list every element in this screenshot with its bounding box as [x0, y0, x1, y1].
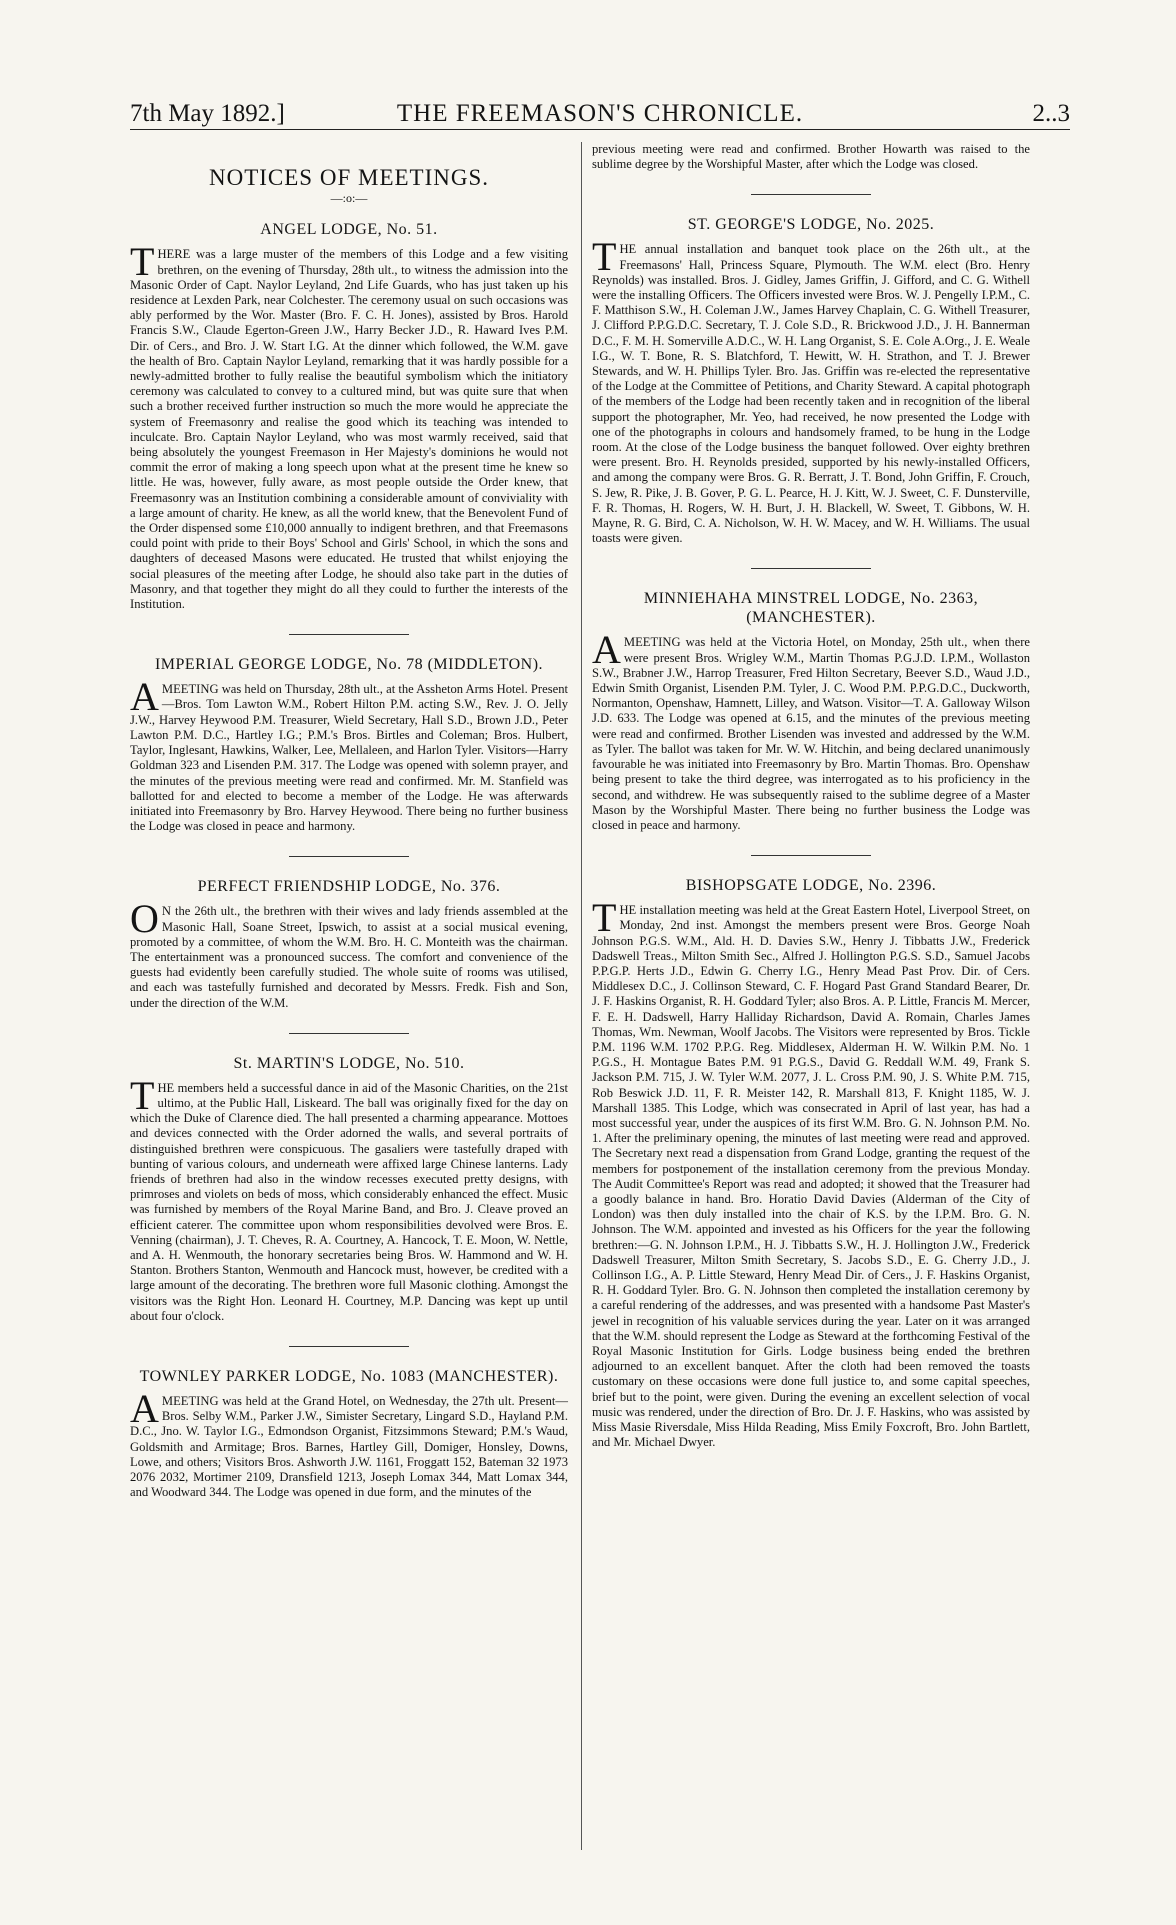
article-body-bishopsgate-lodge: THE installation meeting was held at the Great Eastern Hotel, Liverpool Street, on Monday, 2nd inst. Amongst the members present were Bros. George Noah Johnson P.G.S. W.M., Ald. H. D. Davies S.W., Henry J. Tibbatts J.W., Frederick Dadswell Treas., Milton Smith Sec., Alfred J. Hollington P.G.S. S.D., Samuel Jacobs P.P.G.P. Herts J.D., Edwin G. Cherry I.G., Henry Mead Past Prov. Dir. of Cers. Middlesex D.C., J. Collinson Steward, C. F. Hogard Past Grand Standard Bearer, Dr. J. F. Haskins Organist, R. H. Goddard Tyler; also Bros. A. P. Little, Francis M. Mercer, F. E. H. Dadswell, Harry Halliday Richardson, David A. Romain, Charles James Thomas, Wm. Newman, Woolf Jacobs. The Visitors were represented by Bros. Tickle P.M. 1196 W.M. 1702 P.P.G. Reg. Middlesex, Alderman H. W. Wilkin P.M. No. 1 P.G.S., H. Montague Bates P.M. 91 P.G.S., David G. Reddall W.M. 49, Frank S. Jackson P.M. 715, J. W. Tyler W.M. 2077, J. L. Cross P.M. 90, J. S. White P.M. 715, Rob Beswick J.D. 11, F. R. Meister 142, R. Marshall 813, F. Knight 1185, W. J. Marshall 1385. This Lodge, which was consecrated in April of last year, has had a most successful year, under the auspices of its first W.M. Bro. G. N. Johnson P.M. No. 1. After the preliminary opening, the minutes of last meeting were read and approved. The Secretary next read a dispensation from Grand Lodge, granting the request of the members for postponement of the installation ceremony from the previous Monday. The Audit Committee's Report was read and adopted; it showed that the Treasurer had a goodly balance in hand. Bro. Horatio David Davies (Alderman of the City of London) was then duly installed into the chair of K.S. by the I.P.M. Bro. G. N. Johnson. The W.M. appointed and invested as his Officers for the year the following brethren:—G. N. Johnson I.P.M., H. J. Tibbatts S.W., H. J. Hollington J.W., Frederick Dadswell Treasurer, Milton Smith Secretary, S. Jacobs S.D., E. G. Cherry J.D., J. Collinson I.G., A. P. Little Steward, Henry Mead Dir. of Cers., J. F. Haskins Organist, R. H. Goddard Tyler. Bro. G. N. Johnson then completed the installation ceremony by a careful rendering of the addresses, and was presented with a handsome Past Master's jewel in recognition of his valuable services during the year. Later on it was arranged that the W.M. should represent the Lodge as Steward at the forthcoming Festival of the Royal Masonic Institution for Girls. Lodge business being ended the brethren adjourned to an excellent banquet. After the cloth had been removed the toasts customary on these occasions were done full justice to, and some capital speeches, brief but to the point, were given. During the evening an excellent selection of vocal music was rendered, under the direction of Bro. Dr. J. F. Haskins, who was assisted by Miss Masie Riversdale, Miss Hilda Reading, Miss Emily Foxcroft, Bro. John Bartlett, and Mr. Michael Dwyer.: [592, 895, 1030, 1450]
article-title-townley-parker-lodge: TOWNLEY PARKER LODGE, No. 1083 (MANCHESTER).: [139, 1367, 559, 1385]
article-rule: [751, 194, 871, 195]
left-column: [130, 142, 568, 1500]
article-body-imperial-george-lodge: AMEETING was held on Thursday, 28th ult., at the Assheton Arms Hotel. Present—Bros. Tom Lawton W.M., Robert Hilton P.M. acting S.W., Rev. J. O. Jelly J.W., Harvey Heywood P.M. Treasurer, Wield Secretary, Hall S.D., Brown J.D., Peter Lawton P.M. D.C., Hartley I.G.; P.M.'s Bros. Birtles and Coleman; Bros. Hulbert, Taylor, Inglesant, Hawkins, Walker, Lee, Mellaleen, and Harlon Tyler. Visitors—Harry Goldman 323 and Lisenden P.M. 317. The Lodge was opened with solemn prayer, and the minutes of the previous meeting were read and confirmed. Mr. M. Stanfield was ballotted for and elected to become a member of the Lodge. He was afterwards initiated into Freemasonry by Bro. Harvey Heywood. There being no further business the Lodge was closed in peace and harmony.: [130, 674, 568, 834]
article-body-townley-parker-lodge: AMEETING was held at the Grand Hotel, on Wednesday, the 27th ult. Present—Bros. Selby W.M., Parker J.W., Simister Secretary, Lingard S.D., Hayland P.M. D.C., Jno. W. Taylor I.G., Edmondson Organist, Fitzsimmons Steward; P.M.'s Waud, Goldsmith and Armitage; Bros. Barnes, Hartley Gill, Domiger, Honsley, Downs, Lowe, and others; Visitors Bros. Ashworth J.W. 1161, Froggatt 152, Bateman 32 1973 2076 2032, Mortimer 2109, Dransfield 1213, Joseph Lomax 344, Matt Lomax 344, and Woodward 344. The Lodge was opened in due form, and the minutes of the: [130, 1385, 568, 1500]
article-rule: [289, 1346, 409, 1347]
article-rule: [289, 856, 409, 857]
article-rule: [289, 1033, 409, 1034]
page-number: 2..3: [1032, 100, 1070, 127]
heading-ornament: —:o:—: [330, 191, 368, 206]
article-rule: [751, 855, 871, 856]
article-title-minniehaha-lodge: MINNIEHAHA MINSTREL LODGE, No. 2363, (MANCHESTER).: [643, 590, 979, 627]
article-body-minniehaha-lodge: AMEETING was held at the Victoria Hotel, on Monday, 25th ult., when there were present Bros. Wrigley W.M., Martin Thomas P.G.J.D. I.P.M., Wollaston S.W., Brabner J.W., Harrop Treasurer, Fred Hilton Secretary, Beever S.D., Waud J.D., Edwin Smith Organist, Lisenden P.M. Tyler, J. C. Wood P.M. P.P.G.D.C., Duckworth, Normanton, Openshaw, Hamnett, Lilley, and Watson. Visitor—T. A. Galloway Wilson J.D. 633. The Lodge was opened at 6.15, and the minutes of the previous meeting were read and confirmed. Brother Lisenden was invested and addressed by the W.M. as Tyler. The ballot was taken for Mr. W. W. Hitchin, and being declared unanimously favourable he was initiated into Freemasonry by Bro. Martin Thomas. Bro. Openshaw being present to take the third degree, was interrogated as to his proficiency in the second, and withdrew. He was subsequently raised to the sublime degree of a Master Mason by the Worshipful Master. There being no further business the Lodge was closed in peace and harmony.: [592, 627, 1030, 832]
article-rule: [289, 634, 409, 635]
article-title-angel-lodge: ANGEL LODGE, No. 51.: [260, 221, 438, 239]
article-title-bishopsgate-lodge: BISHOPSGATE LODGE, No. 2396.: [685, 877, 937, 895]
article-body-angel-lodge: THERE was a large muster of the members of this Lodge and a few visiting brethren, on the evening of Thursday, 28th ult., to witness the admission into the Masonic Order of Capt. Naylor Leyland, 2nd Life Guards, who has just taken up his residence at Lexden Park, near Colchester. The ceremony usual on such occasions was ably performed by the Wor. Master (Bro. F. C. H. Jones), assisted by Bros. Harold Francis S.W., Claude Egerton-Green J.W., Harry Becker J.D., R. Haward Ives P.M. Dir. of Cers., and Bro. J. W. Start I.G. At the dinner which followed, the W.M. gave the health of Bro. Captain Naylor Leyland, remarking that it was hardly possible for a newly-admitted brother to fully realise the beautiful symbolism which the initiatory ceremony was calculated to convey to a cultured mind, but was quite sure that when such a brother received further instruction so much the more would he appreciate the system of Freemasonry and realise the good which its teaching was intended to inculcate. Bro. Captain Naylor Leyland, who was most warmly received, said that being absolutely the youngest Freemason in Her Majesty's dominions he would not commit the error of making a long speech upon what at the present time he knew so little. He was, however, fully aware, as most people outside the Order knew, that Freemasonry was an Institution combining a considerable amount of conviviality with a large amount of charity. He knew, as all the world knew, that the Benevolent Fund of the Order dispensed some £10,000 annually to indigent brethren, and that Freemasons could point with pride to their Boys' School and Girls' School, in which the sons and daughters of deceased Masons were educated. He trusted that whilst enjoying the social pleasures of the meeting after Lodge, he should also take part in the duties of Masonry, and that together they might do all they could to further the interests of the Institution.: [130, 239, 568, 612]
right-column: [592, 142, 1030, 1450]
section-heading: NOTICES OF MEETINGS.: [208, 165, 490, 190]
article-body-st-martins-lodge: THE members held a successful dance in aid of the Masonic Charities, on the 21st ultimo, at the Public Hall, Liskeard. The ball was originally fixed for the day on which the Duke of Clarence died. The hall presented a charming appearance. Mottoes and devices connected with the Order adorned the walls, and several portraits of distinguished brethren were conspicuous. The gasaliers were tastefully draped with bunting of various colours, and underneath were affixed large Chinese lanterns. Lady friends of brethren had also in the window recesses executed pretty designs, with primroses and violets on beds of moss, which considerably enhanced the effect. Music was furnished by members of the Royal Marine Band, and Bro. J. Cleave proved an efficient caterer. The committee upon whom responsibilities devolved were Bros. E. Venning (chairman), J. T. Cheves, R. A. Courtney, A. Hancock, T. E. Moon, W. Nettle, and A. H. Wenmouth, the honorary secretaries being Bros. W. Hammond and W. H. Stanton. Brothers Stanton, Wenmouth and Hancock must, however, be credited with a large amount of the decorating. The brethren wore full Masonic clothing. Amongst the visitors was the Right Hon. Leonard H. Courtney, M.P. Dancing was kept up until about four o'clock.: [130, 1072, 568, 1323]
article-title-imperial-george-lodge: IMPERIAL GEORGE LODGE, No. 78 (MIDDLETON).: [154, 656, 544, 674]
issue-date: 7th May 1892.]: [130, 100, 285, 127]
masthead-rule: [130, 129, 1070, 130]
publication-title: THE FREEMASON'S CHRONICLE.: [396, 100, 804, 127]
masthead: [130, 62, 1070, 132]
article-rule: [751, 568, 871, 569]
article-title-st-georges-lodge: ST. GEORGE'S LODGE, No. 2025.: [687, 216, 935, 234]
article-title-perfect-friendship-lodge: PERFECT FRIENDSHIP LODGE, No. 376.: [197, 878, 501, 896]
article-body-st-georges-lodge: THE annual installation and banquet took place on the 26th ult., at the Freemasons' Hall, Princess Square, Plymouth. The W.M. elect (Bro. Henry Reynolds) was installed. Bros. J. Gidley, James Griffin, J. Gifford, and C. G. Withell were the installing Officers. The Officers invested were Bros. W. J. Pengelly I.P.M., C. F. Matthison S.W., H. Coleman J.W., James Harvey Chaplain, C. G. Withell Treasurer, J. Clifford P.P.G.D.C. Secretary, T. J. Cole S.D., R. Brickwood J.D., J. H. Bannerman D.C., F. M. H. Somerville A.D.C., W. H. Lang Organist, S. E. Cole A.Org., J. E. Weale I.G., W. T. Bone, R. S. Blatchford, T. Hewitt, W. H. Strathon, and T. J. Brewer Stewards, and W. H. Phillips Tyler. Bro. Jas. Griffin was re-elected the representative of the Lodge at the Committee of Petitions, and Charity Steward. A capital photograph of the members of the Lodge had been recently taken and in recognition of the liberal support the photographer, Mr. Yeo, had received, he now presented the Lodge with one of the photographs in colours and handsomely framed, to be hung in the Lodge room. At the close of the Lodge business the banquet followed. Over eighty brethren were present. Bro. H. Reynolds presided, supported by his newly-installed Officers, and among the company were Bros. G. R. Berratt, J. T. Bond, John Griffin, F. Crouch, S. Jew, R. Pike, J. B. Gover, P. G. L. Pearce, H. J. Kitt, W. J. Sweet, C. F. Dunsterville, F. R. Thomas, H. Rogers, W. H. Burt, J. H. Blackell, W. Sweet, T. Gibbons, W. H. Mayne, R. G. Bird, C. A. Nicholson, W. H. W. Macey, and W. H. Williams. The usual toasts were given.: [592, 234, 1030, 546]
column-divider: [581, 142, 582, 1850]
article-title-st-martins-lodge: St. MARTIN'S LODGE, No. 510.: [233, 1054, 465, 1072]
article-body-perfect-friendship-lodge: ON the 26th ult., the brethren with their wives and lady friends assembled at the Masonic Hall, Soane Street, Ipswich, to assist at a social musical evening, promoted by a committee, of whom the W.M. Bro. H. C. Monteith was the chairman. The entertainment was a pronounced success. The comfort and convenience of the guests had evidently been carefully studied. The whole suite of rooms was utilised, and each was tastefully furnished and decorated by Messrs. Fredk. Fish and Son, under the direction of the W.M.: [130, 896, 568, 1010]
article-continuation: previous meeting were read and confirmed. Brother Howarth was raised to the sublime degree by the Worshipful Master, after which the Lodge was closed.: [592, 142, 1030, 172]
